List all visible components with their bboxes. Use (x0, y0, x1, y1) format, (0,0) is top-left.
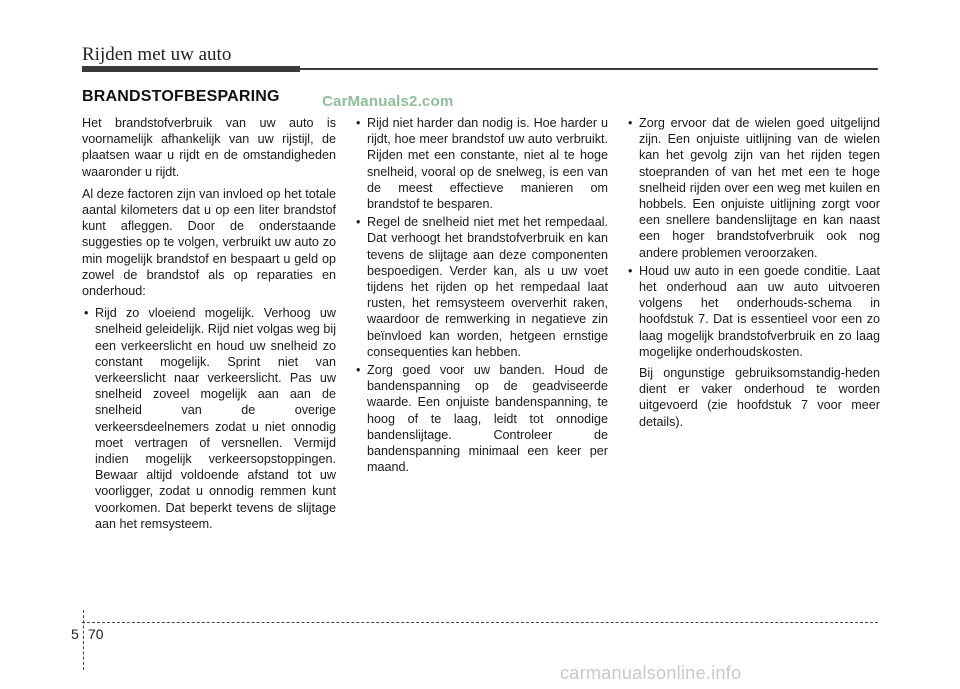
page-number: 70 (88, 626, 104, 642)
list-item-text: Houd uw auto in een goede conditie. Laat het onderhoud aan uw auto uitvoeren volgens het onderhouds-schema in hoofdstuk 7. Dat is essentieel voor een zo laag mogelijk brandstofverbruik en zo laag mogelijke onderhoudskosten. (639, 263, 880, 359)
text-column-3 (626, 115, 880, 435)
bullet-icon: • (84, 306, 89, 321)
list-item (626, 263, 880, 430)
list-item-text: Zorg ervoor dat de wielen goed uitgelijnd zijn. Een onjuiste uitlijning van de wielen kan het gevolg zijn van het rijden tegen stoepranden of van het met een te hoge snelheid rijden over een weg met kuilen en hobbels. Een onjuiste uitlijning zorgt voor een snellere bandenslijtage en kan naast een hoger brandstofverbruik ook nog andere problemen veroorzaken. (639, 116, 880, 260)
list-item-text: Zorg goed voor uw banden. Houd de bandenspanning op de geadviseerde waarde. Een onjuiste bandenspanning, te hoog of te laag, leidt tot onnodige bandenslijtage. Controleer de bandenspanning minimaal een keer per maand. (367, 363, 608, 475)
bullet-list (354, 115, 608, 475)
bullet-list (82, 305, 336, 532)
bullet-icon: • (628, 263, 633, 278)
watermark-bottom: carmanualsonline.info (560, 663, 742, 683)
list-item-text: Rijd zo vloeiend mogelijk. Verhoog uw snelheid geleidelijk. Rijd niet volgas weg bij een verkeerslicht en houd uw snelheid zo constant mogelijk. Sprint niet van verkeerslicht naar verkeerslicht. Pas uw snelheid zoveel mogelijk aan aan de snelheid van de overige verkeersdeelnemers zodat u niet onnodig moet vertragen of versnellen. Vermijd indien mogelijk verkeersopstoppingen. Bewaar altijd voldoende afstand tot uw voorligger, zodat u onnodig remmen kunt voorkomen. Dat beperkt tevens de slijtage aan het remsysteem. (95, 306, 336, 531)
text-column-2 (354, 115, 608, 477)
list-item-text: Rijd niet harder dan nodig is. Hoe harder u rijdt, hoe meer brandstof uw auto verbruikt. Rijden met een constante, niet al te hoge snelheid, vooral op de snelweg, is een van de meest effectieve manieren om brandstof te besparen. (367, 116, 608, 212)
chapter-number: 5 (71, 626, 79, 642)
bullet-icon: • (356, 215, 361, 230)
page-header-title: Rijden met uw auto (82, 44, 232, 65)
footer-vertical-rule (83, 610, 84, 670)
bullet-icon: • (356, 363, 361, 378)
paragraph: Al deze factoren zijn van invloed op het totale aantal kilometers dat u op een liter brandstof kunt afleggen. Door de onderstaande suggesties op te volgen, verbruikt uw auto zo min mogelijk brandstof en bespaart u geld op zowel de brandstof als op reparaties en onderhoud: (82, 186, 336, 299)
list-item (354, 115, 608, 212)
header-rule-thick (82, 66, 300, 72)
list-item (354, 362, 608, 475)
bullet-list (626, 115, 880, 430)
list-item (82, 305, 336, 532)
footer-divider (82, 622, 878, 623)
watermark-top: CarManuals2.com (322, 93, 454, 110)
bullet-icon: • (628, 116, 633, 130)
bullet-icon: • (356, 116, 361, 130)
header-rule-thin (300, 68, 878, 70)
paragraph: Het brandstofverbruik van uw auto is voornamelijk afhankelijk van uw rijstijl, de plaatsen waar u rijdt en de omstandigheden waaronder u rijdt. (82, 116, 336, 179)
list-item (626, 115, 880, 261)
section-title: BRANDSTOFBESPARING (82, 88, 280, 105)
text-column-1 (82, 115, 336, 534)
list-item (354, 214, 608, 360)
list-item-extra-paragraph: Bij ongunstige gebruiksomstandig-heden dient er vaker onderhoud te worden uitgevoerd (zie hoofdstuk 7 voor meer details). (639, 366, 880, 429)
list-item-text: Regel de snelheid niet met het rempedaal. Dat verhoogt het brandstofverbruik en kan tevens de slijtage aan deze componenten bespoedigen. Verder kan, als u uw voet tijdens het rijden op het rempedaal laat rusten, het remsysteem oververhit raken, waardoor de remwerking in negatieve zin beïnvloed kan worden, hetgeen ernstige consequenties kan hebben. (367, 215, 608, 359)
